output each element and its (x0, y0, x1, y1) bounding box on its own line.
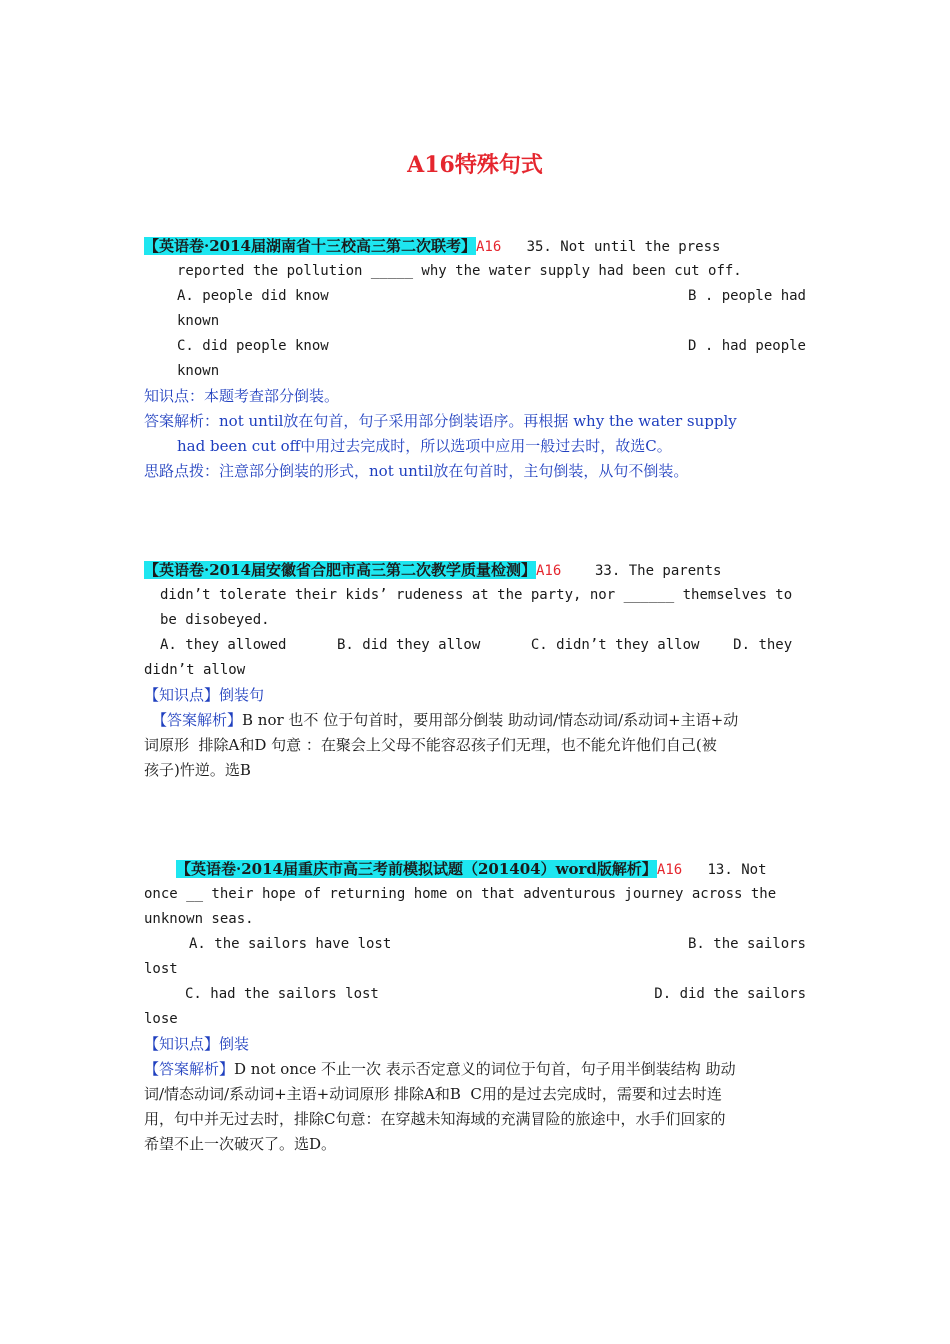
q1-hint: 思路点拨：注意部分倒装的形式，not until放在句首时，主句倒装，从句不倒装。 (144, 462, 689, 480)
q1-option-d: D . had people (687, 338, 806, 354)
q3-option-c: C. had the sailors lost (185, 986, 379, 1002)
q2-analysis-3: 孩子)忤逆。选B (144, 761, 251, 779)
q1-stem-1: 35. Not until the press (526, 239, 721, 255)
q3-analysis-label: 【答案解析】 (144, 1060, 235, 1078)
q2-header-line (144, 558, 721, 583)
q2-analysis-label: 【答案解析】 (152, 711, 243, 729)
q2-tag: A16 (535, 563, 562, 579)
q3-analysis-1: 【答案解析】D not once 不止一次 表示否定意义的词位于句首，句子用半倒装结构 助动 (144, 1060, 736, 1078)
q1-option-a: A. people did know (177, 288, 329, 304)
q3-source: 【英语卷·2014届重庆市高三考前模拟试题（201404）word版解析】 (176, 860, 657, 878)
q1-option-d-cont: known (177, 363, 220, 379)
q2-stem-3: be disobeyed. (160, 612, 270, 628)
q3-stem-1: 13. Not (707, 862, 767, 878)
q3-analysis-2: 词/情态动词/系动词+主语+动词原形 排除A和B C用的是过去完成时，需要和过去时连 (144, 1085, 722, 1103)
q2-analysis-1: 【答案解析】B nor 也不 位于句首时，要用部分倒装 助动词/情态动词/系动词+主语+动 (152, 711, 739, 729)
q2-options-cont: didn’t allow (144, 662, 246, 678)
q3-analysis-3: 用，句中并无过去时，排除C句意：在穿越未知海域的充满冒险的旅途中，水手们回家的 (144, 1110, 726, 1128)
q3-knowledge: 【知识点】倒装 (144, 1035, 250, 1053)
q2-stem-2: didn’t tolerate their kids’ rudeness at the party, nor ______ themselves to (160, 587, 793, 603)
q2-source: 【英语卷·2014届安徽省合肥市高三第二次教学质量检测】 (144, 561, 536, 579)
q3-stem-3: unknown seas. (144, 911, 254, 927)
q1-source: 【英语卷·2014届湖南省十三校高三第二次联考】 (144, 237, 476, 255)
q2-options: A. they allowed B. did they allow C. didn’t they allow D. they (160, 637, 793, 653)
q3-tag: A16 (656, 862, 683, 878)
q2-stem-1: 33. The parents (595, 563, 722, 579)
q3-header-line (176, 857, 767, 882)
q1-stem-2: reported the pollution _____ why the water supply had been cut off. (177, 263, 742, 279)
q3-option-b-cont: lost (144, 961, 178, 977)
q3-option-a: A. the sailors have lost (189, 936, 392, 952)
q3-stem-2: once __ their hope of returning home on that adventurous journey across the (144, 886, 777, 902)
q3-option-d-cont: lose (144, 1011, 178, 1027)
q1-knowledge: 知识点：本题考查部分倒装。 (144, 387, 340, 405)
q1-option-c: C. did people know (177, 338, 329, 354)
q2-knowledge: 【知识点】倒装句 (144, 686, 265, 704)
q3-option-b: B. the sailors (687, 936, 806, 952)
q1-analysis-1: 答案解析：not until放在句首，句子采用部分倒装语序。再根据 why the water supply (144, 412, 737, 430)
q1-option-b: B . people had (687, 288, 806, 304)
page-title: A16特殊句式 (407, 152, 543, 178)
q1-analysis-2: had been cut off中用过去完成时，所以选项中应用一般过去时，故选C。 (177, 437, 672, 455)
q1-header-line (144, 234, 720, 259)
q3-option-d: D. did the sailors (654, 986, 806, 1002)
q1-tag: A16 (475, 239, 502, 255)
q1-option-b-cont: known (177, 313, 220, 329)
q2-analysis-2: 词原形 排除A和D 句意 ：在聚会上父母不能容忍孩子们无理，也不能允许他们自己(被 (144, 736, 717, 754)
q3-analysis-4: 希望不止一次破灭了。选D。 (144, 1135, 337, 1153)
